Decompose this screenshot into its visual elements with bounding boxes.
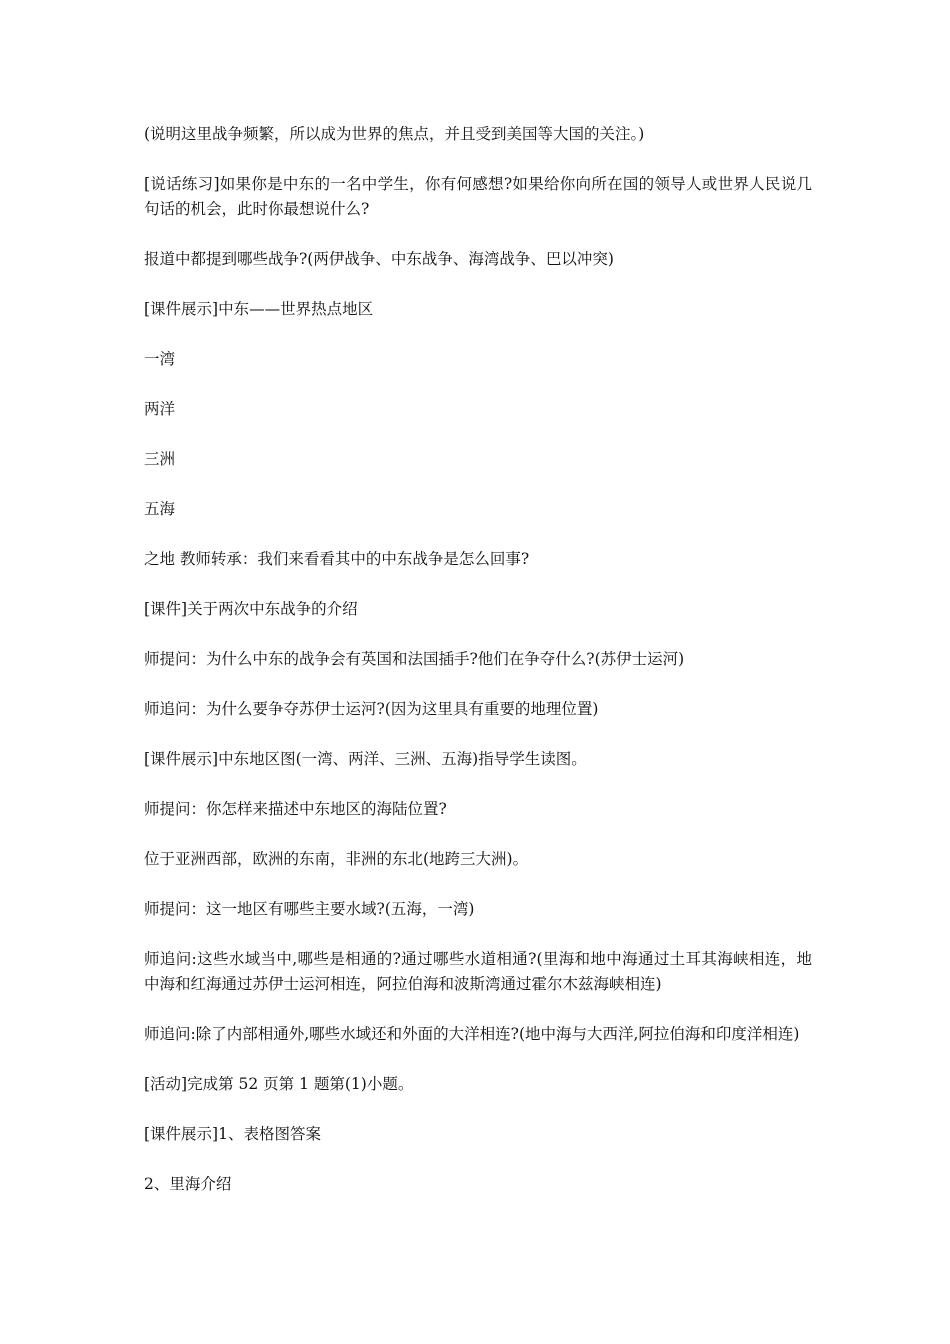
paragraph-3: 报道中都提到哪些战争?(两伊战争、中东战争、海湾战争、巴以冲突)	[144, 250, 614, 268]
paragraph-21: 2、里海介绍	[144, 1175, 232, 1193]
paragraph-16: 师提问：这一地区有哪些主要水域?(五海，一湾)	[144, 900, 475, 918]
paragraph-6: 两洋	[144, 400, 176, 418]
paragraph-18: 师追问:除了内部相通外,哪些水域还和外面的大洋相连?(地中海与大西洋,阿拉伯海和印度洋相连)	[144, 1025, 800, 1043]
paragraph-7: 三洲	[144, 450, 176, 468]
paragraph-4: [课件展示]中东——世界热点地区	[144, 300, 374, 318]
paragraph-20: [课件展示]1、表格图答案	[144, 1125, 321, 1143]
paragraph-19: [活动]完成第 52 页第 1 题第(1)小题。	[144, 1075, 414, 1093]
paragraph-13: [课件展示]中东地区图(一湾、两洋、三洲、五海)指导学生读图。	[144, 750, 587, 768]
paragraph-8: 五海	[144, 500, 176, 518]
paragraph-17: 师追问:这些水域当中,哪些是相通的?通过哪些水道相通?(里海和地中海通过土耳其海峡相连，地中海和红海通过苏伊士运河相连，阿拉伯海和波斯湾通过霍尔木兹海峡相连)	[144, 950, 812, 993]
paragraph-5: 一湾	[144, 350, 176, 368]
document-page	[144, 122, 812, 1222]
paragraph-11: 师提问：为什么中东的战争会有英国和法国插手?他们在争夺什么?(苏伊士运河)	[144, 650, 685, 668]
paragraph-1: (说明这里战争频繁，所以成为世界的焦点，并且受到美国等大国的关注。)	[144, 125, 645, 143]
paragraph-2: [说话练习]如果你是中东的一名中学生，你有何感想?如果给你向所在国的领导人或世界人民说几句话的机会，此时你最想说什么?	[144, 175, 812, 218]
paragraph-10: [课件]关于两次中东战争的介绍	[144, 600, 358, 618]
paragraph-9: 之地 教师转承：我们来看看其中的中东战争是怎么回事?	[144, 550, 530, 568]
paragraph-14: 师提问：你怎样来描述中东地区的海陆位置?	[144, 800, 447, 818]
paragraph-12: 师追问：为什么要争夺苏伊士运河?(因为这里具有重要的地理位置)	[144, 700, 599, 718]
paragraph-15: 位于亚洲西部，欧洲的东南，非洲的东北(地跨三大洲)。	[144, 850, 529, 868]
